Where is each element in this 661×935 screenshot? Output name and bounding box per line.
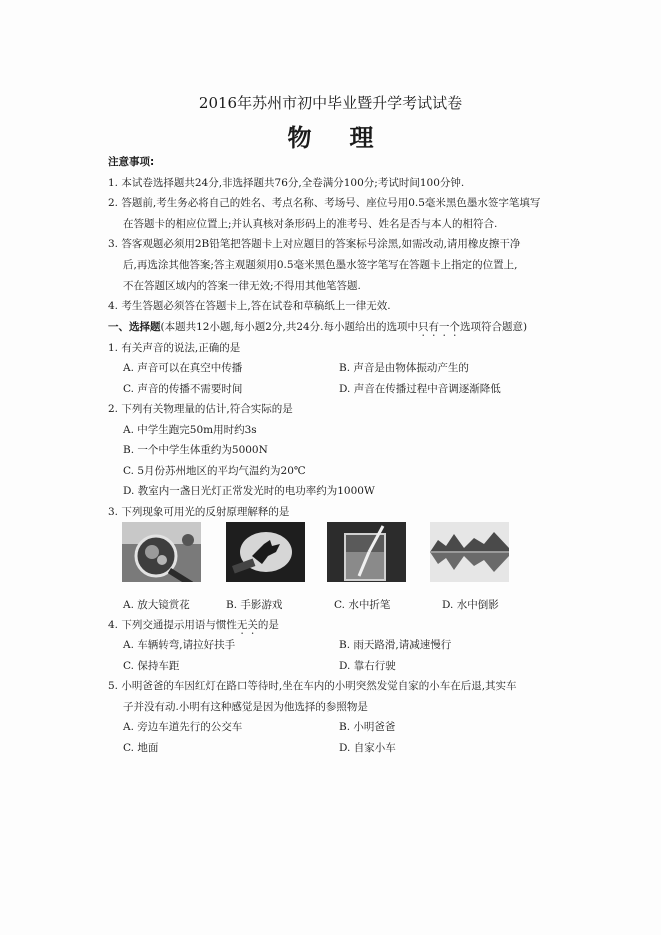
section-instruction-end: 选项符合题意)	[460, 321, 528, 333]
caption-a: A. 放大镜赏花	[123, 599, 190, 611]
option-b: B. 小明爸爸	[339, 721, 396, 733]
section-instruction: (本题共12小题,每小题2分,共24分.每小题给出的选项中	[160, 321, 419, 333]
option-b: B. 一个中学生体重约为5000N	[123, 444, 268, 456]
option-d: D. 教室内一盏日光灯正常发光时的电功率约为1000W	[123, 485, 375, 497]
caption-c: C. 水中折笔	[334, 599, 391, 611]
magnifier-flower-image	[122, 522, 201, 582]
option-c: C. 地面	[123, 742, 159, 754]
question-stem-continued: 子并没有动.小明有这种感觉是因为他选择的参照物是	[123, 701, 368, 713]
reflection-image	[430, 522, 509, 582]
question-stem: 1. 有关声音的说法,正确的是	[108, 342, 241, 354]
option-c: C. 5月份苏州地区的平均气温约为20℃	[123, 465, 306, 477]
photo-magnifier-flower	[122, 522, 201, 582]
question-stem: 3. 下列现象可用光的反射原理解释的是	[108, 506, 290, 518]
caption-b: B. 手影游戏	[226, 599, 283, 611]
emphasis-unrelated: 无关	[236, 619, 258, 631]
emphasis-only-one: 只有一个	[418, 321, 461, 333]
question-stem	[108, 618, 279, 637]
q4-stem-end: 的是	[257, 619, 279, 631]
option-a: A. 旁边车道先行的公交车	[123, 721, 243, 733]
notice-item: 在答题卡的相应位置上;并认真核对条形码上的准考号、姓名是否与本人的相符合.	[123, 218, 498, 230]
option-a: A. 声音可以在真空中传播	[123, 362, 243, 374]
option-c: C. 保持车距	[123, 660, 180, 672]
notice-item: 4. 考生答题必须答在答题卡上,答在试卷和草稿纸上一律无效.	[108, 300, 391, 312]
option-c: C. 声音的传播不需要时间	[123, 383, 243, 395]
caption-d: D. 水中倒影	[442, 599, 499, 611]
exam-title: 2016年苏州市初中毕业暨升学考试试卷	[198, 94, 463, 112]
hand-shadow-image	[226, 522, 305, 582]
option-a: A. 车辆转弯,请拉好扶手	[123, 639, 236, 651]
subject-title: 物理	[287, 124, 412, 152]
notice-item: 3. 答客观题必须用2B铅笔把答题卡上对应题目的答案标号涂黑,如需改动,请用橡皮擦干净	[108, 238, 521, 250]
photo-pencil-in-water	[327, 522, 406, 582]
option-d: D. 自家小车	[339, 742, 396, 754]
option-b: B. 雨天路滑,请减速慢行	[339, 639, 452, 651]
photo-hand-shadow	[226, 522, 305, 582]
notice-item: 后,再选涂其他答案;答主观题须用0.5毫米黑色墨水签字笔写在答题卡上指定的位置上,	[123, 259, 518, 271]
question-stem: 2. 下列有关物理量的估计,符合实际的是	[108, 403, 293, 415]
section-heading	[108, 320, 527, 339]
option-d: D. 靠右行驶	[339, 660, 396, 672]
q4-stem-start: 4. 下列交通提示用语与惯性	[108, 619, 237, 631]
notice-heading: 注意事项:	[108, 156, 155, 168]
option-d: D. 声音在传播过程中音调逐渐降低	[339, 383, 501, 395]
section-label: 一、选择题	[108, 321, 161, 333]
option-a: A. 中学生跑完50m用时约3s	[123, 424, 257, 436]
notice-item: 不在答题区域内的答案一律无效;不得用其他笔答题.	[123, 280, 361, 292]
option-b: B. 声音是由物体振动产生的	[339, 362, 469, 374]
photo-reflection	[430, 522, 509, 582]
pencil-in-water-image	[327, 522, 406, 582]
question-stem: 5. 小明爸爸的车因红灯在路口等待时,坐在车内的小明突然发觉自家的小车在后退,其实车	[108, 680, 517, 692]
notice-item: 2. 答题前,考生务必将自己的姓名、考点名称、考场号、座位号用0.5毫米黑色墨水签字笔填写	[108, 197, 541, 209]
notice-item: 1. 本试卷选择题共24分,非选择题共76分,全卷满分100分;考试时间100分钟.	[108, 177, 465, 189]
